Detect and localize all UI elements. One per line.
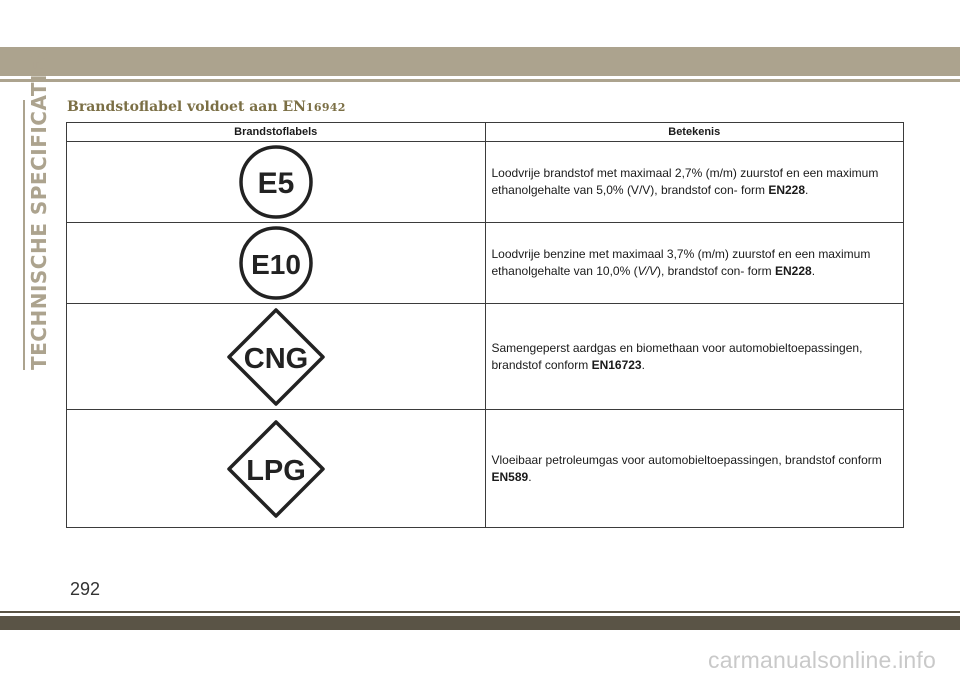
column-header-labels: Brandstoflabels (67, 123, 486, 142)
description-cell: Loodvrije benzine met maximaal 3,7% (m/m) zuurstof en een maximum ethanolgehalte van 10,0% (V/V), brandstof con- form EN228. (485, 223, 904, 304)
symbol-cell (67, 410, 486, 528)
standard-ref: EN589 (491, 469, 529, 484)
description-cell: Samengeperst aardgas en biomethaan voor automobieltoepassingen, brandstof conform EN16723. (485, 304, 904, 410)
e5-symbol-text: E5 (257, 167, 295, 200)
side-section-title-text: TECHNISCHE SPECIFICATIES (27, 44, 51, 370)
table-header-row (67, 123, 904, 142)
standard-ref: EN16723 (591, 357, 642, 372)
footer-rule (0, 611, 960, 613)
lpg-symbol-text: LPG (245, 454, 306, 487)
section-title: Brandstoflabel voldoet aan EN16942 (67, 99, 346, 115)
standard-ref: EN228 (775, 264, 812, 278)
symbol-cell (67, 304, 486, 410)
e5-circle-icon (236, 142, 316, 222)
page-number: 292 (70, 579, 101, 599)
symbol-cell (67, 142, 486, 223)
description-cell: Loodvrije brandstof met maximaal 2,7% (m/m) zuurstof en een maximum ethanolgehalte van 5,0% (V/V), brandstof con- form EN228. (485, 142, 904, 223)
e10-circle-icon (236, 223, 316, 303)
cng-symbol-text: CNG (243, 342, 308, 375)
side-section-title (27, 44, 53, 370)
table-row-e5 (67, 142, 904, 223)
table-row-cng (67, 304, 904, 410)
symbol-cell (67, 223, 486, 304)
column-header-meaning: Betekenis (485, 123, 904, 142)
watermark-text: carmanualsonline.info (708, 647, 936, 673)
table-row-e10 (67, 223, 904, 304)
cng-diamond-icon (226, 307, 326, 407)
standard-ref: EN228 (768, 183, 806, 197)
fuel-label-table (66, 122, 904, 528)
footer-band (0, 616, 960, 630)
description-cell: Vloeibaar petroleumgas voor automobieltoepassingen, brandstof conform EN589. (485, 410, 904, 528)
e10-symbol-text: E10 (250, 249, 301, 280)
header-rule (0, 79, 960, 82)
table-row-lpg (67, 410, 904, 528)
header-band (0, 47, 960, 76)
side-title-underline (23, 100, 25, 370)
lpg-diamond-icon (226, 419, 326, 519)
